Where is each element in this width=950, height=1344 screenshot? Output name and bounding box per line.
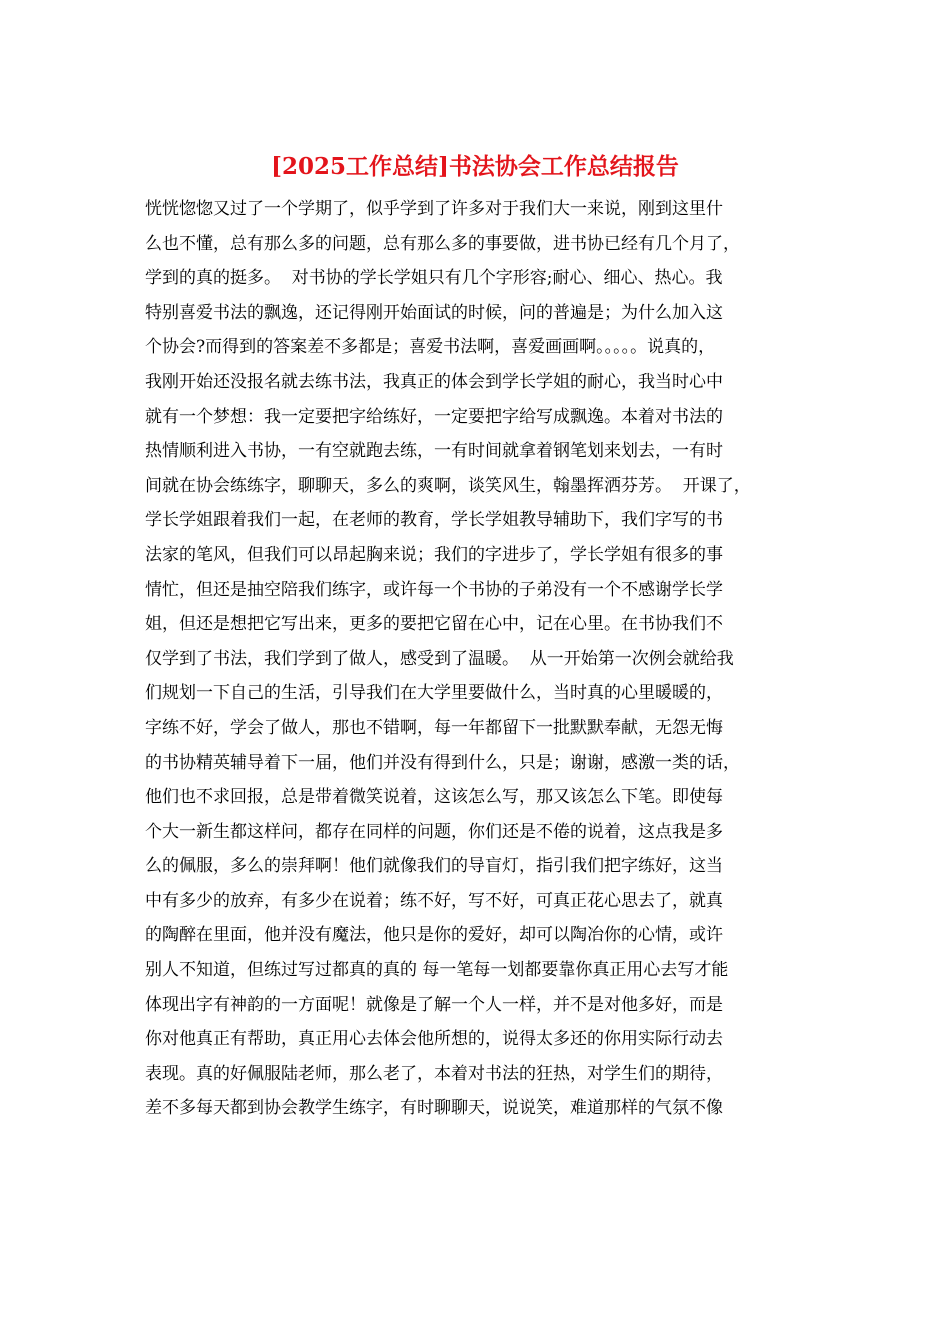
body-text-line: 么的佩服，多么的崇拜啊！他们就像我们的导盲灯，指引我们把字练好，这当: [145, 856, 723, 877]
body-text-line: 学长学姐跟着我们一起，在老师的教育，学长学姐教导辅助下，我们字写的书: [145, 510, 723, 531]
body-text-line: 字练不好，学会了做人，那也不错啊，每一年都留下一批默默奉献，无怨无悔: [145, 717, 723, 738]
body-text-line: 的陶醉在里面，他并没有魔法，他只是你的爱好，却可以陶冶你的心情，或许: [145, 925, 723, 946]
body-text-line: 法家的笔风，但我们可以昂起胸来说；我们的字进步了，学长学姐有很多的事: [145, 544, 723, 565]
body-text-line: 就有一个梦想：我一定要把字给练好，一定要把字给写成飘逸。本着对书法的: [145, 406, 723, 427]
body-text-line: 热情顺利进入书协，一有空就跑去练，一有时间就拿着钢笔划来划去，一有时: [145, 441, 723, 462]
body-text-line: 你对他真正有帮助，真正用心去体会他所想的，说得太多还的你用实际行动去: [145, 1029, 723, 1050]
body-text-line: 中有多少的放弃，有多少在说着；练不好，写不好，可真正花心思去了，就真: [145, 890, 723, 911]
body-text-line: 个协会?而得到的答案差不多都是；喜爱书法啊，喜爱画画啊。。。。。说真的，: [145, 337, 716, 358]
body-text-line: 间就在协会练练字，聊聊天，多么的爽啊，谈笑风生，翰墨挥洒芬芳。 开课了，: [145, 475, 751, 496]
body-text-line: 别人不知道，但练过写过都真的真的 每一笔每一划都要靠你真正用心去写才能: [145, 960, 729, 981]
body-text-line: 的书协精英辅导着下一届，他们并没有得到什么，只是；谢谢，感激一类的话，: [145, 752, 740, 773]
body-text-line: 特别喜爱书法的飘逸，还记得刚开始面试的时候，问的普遍是；为什么加入这: [145, 302, 723, 323]
body-text-line: 情忙，但还是抽空陪我们练字，或许每一个书协的子弟没有一个不感谢学长学: [145, 579, 723, 600]
body-text-line: 他们也不求回报，总是带着微笑说着，这该怎么写，那又该怎么下笔。即使每: [145, 787, 723, 808]
body-text-line: 个大一新生都这样问，都存在同样的问题，你们还是不倦的说着，这点我是多: [145, 821, 723, 842]
body-text-line: 表现。真的好佩服陆老师，那么老了，本着对书法的狂热，对学生们的期待，: [145, 1063, 723, 1084]
body-text-line: 体现出字有神韵的一方面呢！就像是了解一个人一样，并不是对他多好，而是: [145, 994, 723, 1015]
document-body: [145, 192, 825, 1126]
body-text-line: 恍恍惚惚又过了一个学期了，似乎学到了许多对于我们大一来说，刚到这里什: [145, 199, 723, 219]
body-text-line: 学到的真的挺多。 对书协的学长学姐只有几个字形容;耐心、细心、热心。我: [145, 268, 723, 289]
document-title: [2025工作总结]书法协会工作总结报告: [271, 153, 679, 180]
body-text-line: 仅学到了书法，我们学到了做人，感受到了温暖。 从一开始第一次例会就给我: [145, 648, 734, 669]
body-text-line: 们规划一下自己的生活，引导我们在大学里要做什么，当时真的心里暖暖的，: [145, 683, 723, 704]
body-text-line: 么也不懂，总有那么多的问题，总有那么多的事要做，进书协已经有几个月了，: [145, 233, 740, 254]
body-text-line: 我刚开始还没报名就去练书法，我真正的体会到学长学姐的耐心，我当时心中: [145, 371, 723, 392]
body-text-line: 姐，但还是想把它写出来，更多的要把它留在心中，记在心里。在书协我们不: [145, 614, 723, 635]
body-text-line: 差不多每天都到协会教学生练字，有时聊聊天，说说笑，难道那样的气氛不像: [145, 1098, 723, 1119]
